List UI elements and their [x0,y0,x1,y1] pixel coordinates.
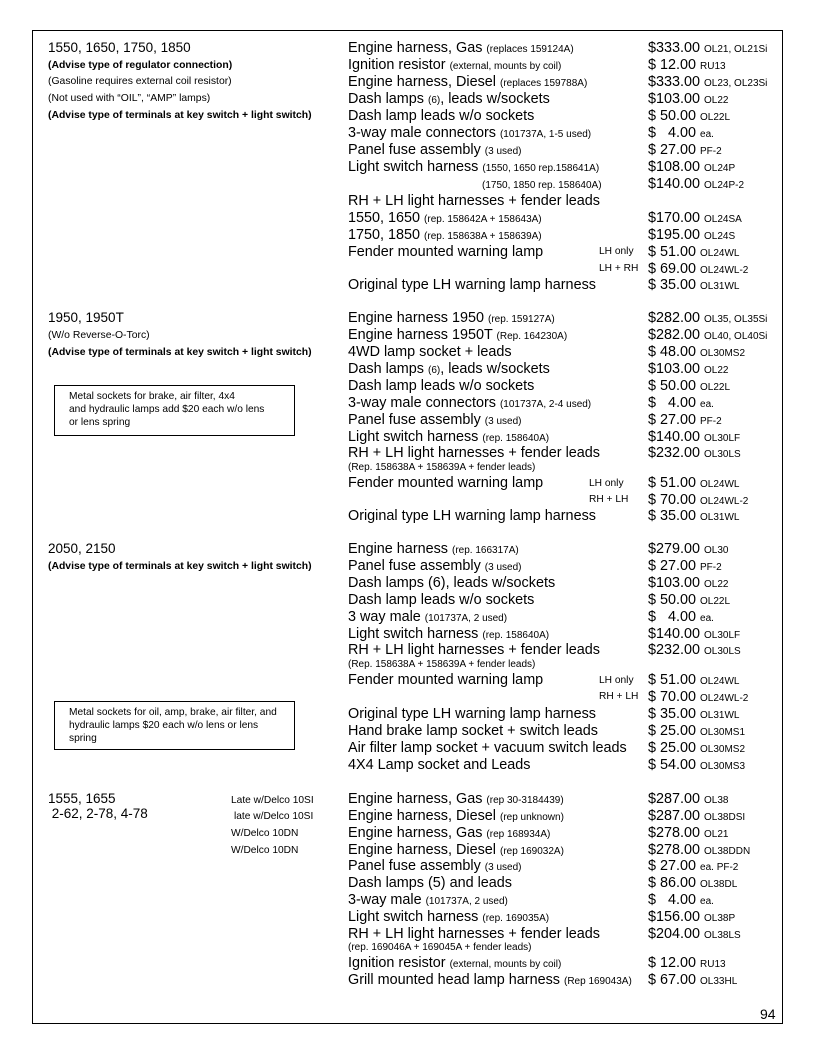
section-models: 2050, 2150 [48,541,116,556]
item-line: Engine harness, Gas (rep 168934A) [348,825,551,841]
item-line: Engine harness, Diesel (replaces 159788A) [348,74,588,90]
side-note: W/Delco 10DN [231,845,299,856]
item-line: RH + LH light harnesses + fender leads [348,193,600,209]
item-line: Air filter lamp socket + vacuum switch leads [348,740,627,756]
item-line: Engine harness (rep. 166317A) [348,541,519,557]
item-line: Ignition resistor (external, mounts by coil) [348,57,562,73]
item-price: $ 12.00 RU13 [648,955,726,971]
item-price: $156.00 OL38P [648,909,736,925]
item-price: $108.00 OL24P [648,159,736,175]
note-box: Metal sockets for oil, amp, brake, air filter, and hydraulic lamps $20 each w/o lens or lens spring [54,701,295,750]
item-line: RH + LH light harnesses + fender leads [348,926,600,942]
page-number: 94 [760,1006,776,1022]
item-price: $140.00 OL30LF [648,429,741,445]
section-models: 1550, 1650, 1750, 1850 [48,40,191,55]
item-line: RH + LH light harnesses + fender leads [348,445,600,461]
item-price: $ 51.00 OL24WL [648,475,740,491]
item-line: Original type LH warning lamp harness [348,277,596,293]
item-price: $232.00 OL30LS [648,445,741,461]
item-price: $ 25.00 OL30MS2 [648,740,746,756]
item-price: $ 67.00 OL33HL [648,972,738,988]
item-price: $ 35.00 OL31WL [648,706,740,722]
item-price: $ 25.00 OL30MS1 [648,723,746,739]
item-line: Panel fuse assembly (3 used) [348,142,522,158]
side-tag: LH only [599,246,634,257]
item-price: $ 70.00 OL24WL-2 [648,492,749,508]
item-price: $ 51.00 OL24WL [648,244,740,260]
item-line: 4X4 Lamp socket and Leads [348,757,531,773]
side-note: late w/Delco 10SI [234,811,314,822]
section-note: (Advise type of terminals at key switch + light switch) [48,561,312,572]
item-line: Engine harness 1950T (Rep. 164230A) [348,327,568,343]
item-line: Dash lamps (5) and leads [348,875,512,891]
item-subnote: (Rep. 158638A + 158639A + fender leads) [348,659,536,670]
item-line: Panel fuse assembly (3 used) [348,412,522,428]
item-line: Dash lamps (6), leads w/sockets [348,575,556,591]
side-tag: LH only [599,675,634,686]
section-note: (Advise type of regulator connection) [48,60,233,71]
section-models: 1950, 1950T [48,310,124,325]
item-line: Engine harness, Gas (replaces 159124A) [348,40,574,56]
item-price: $333.00 OL21, OL21Si [648,40,768,56]
item-price: $170.00 OL24SA [648,210,742,226]
side-note: W/Delco 10DN [231,828,299,839]
item-line: Dash lamps (6), leads w/sockets [348,361,550,377]
item-price: $278.00 OL38DDN [648,842,751,858]
item-price: $204.00 OL38LS [648,926,741,942]
item-line: Light switch harness (rep. 169035A) [348,909,550,925]
side-tag: LH + RH [599,263,639,274]
item-line: Engine harness 1950 (rep. 159127A) [348,310,555,326]
item-line: (1750, 1850 rep. 158640A) [482,180,602,191]
item-line: 3-way male (101737A, 2 used) [348,892,508,908]
item-price: $ 35.00 OL31WL [648,277,740,293]
item-subnote: (Rep. 158638A + 158639A + fender leads) [348,462,536,473]
item-price: $ 27.00 ea. PF-2 [648,858,739,874]
item-line: Dash lamp leads w/o sockets [348,592,535,608]
item-line: Engine harness, Diesel (rep unknown) [348,808,564,824]
item-line: Panel fuse assembly (3 used) [348,858,522,874]
item-price: $278.00 OL21 [648,825,729,841]
item-line: Dash lamps (6), leads w/sockets [348,91,550,107]
item-price: $ 4.00 ea. [648,609,714,625]
item-line: 3-way male connectors (101737A, 2-4 used) [348,395,592,411]
item-price: $279.00 OL30 [648,541,729,557]
item-price: $287.00 OL38DSI [648,808,746,824]
item-price: $195.00 OL24S [648,227,736,243]
item-line: Engine harness, Gas (rep 30-3184439) [348,791,564,807]
item-line: Fender mounted warning lamp [348,244,544,260]
item-line: Original type LH warning lamp harness [348,508,596,524]
item-price: $103.00 OL22 [648,91,729,107]
item-line: Grill mounted head lamp harness (Rep 169043A) [348,972,632,988]
item-price: $ 50.00 OL22L [648,108,731,124]
item-price: $ 27.00 PF-2 [648,412,722,428]
section-note: (Advise type of terminals at key switch + light switch) [48,347,312,358]
item-price: $140.00 OL30LF [648,626,741,642]
item-price: $ 4.00 ea. [648,395,714,411]
item-price: $ 50.00 OL22L [648,592,731,608]
item-price: $140.00 OL24P-2 [648,176,745,192]
section-note: (Not used with “OIL”, “AMP” lamps) [48,93,211,104]
item-price: $ 12.00 RU13 [648,57,726,73]
item-price: $282.00 OL35, OL35Si [648,310,768,326]
item-price: $ 4.00 ea. [648,125,714,141]
item-price: $282.00 OL40, OL40Si [648,327,768,343]
side-tag: RH + LH [589,494,629,505]
item-line: RH + LH light harnesses + fender leads [348,642,600,658]
item-line: Dash lamp leads w/o sockets [348,378,535,394]
item-line: 1550, 1650 (rep. 158642A + 158643A) [348,210,542,226]
item-price: $ 48.00 OL30MS2 [648,344,746,360]
item-price: $ 27.00 PF-2 [648,142,722,158]
section-models: 1555, 1655 [48,791,116,806]
note-box: Metal sockets for brake, air filter, 4x4 and hydraulic lamps add $20 each w/o lens or lens spring [54,385,295,436]
item-line: Fender mounted warning lamp [348,672,544,688]
item-price: $232.00 OL30LS [648,642,741,658]
item-price: $ 86.00 OL38DL [648,875,738,891]
item-line: Engine harness, Diesel (rep 169032A) [348,842,564,858]
section-note: (Gasoline requires external coil resistor) [48,76,232,87]
item-price: $ 4.00 ea. [648,892,714,908]
item-price: $ 54.00 OL30MS3 [648,757,746,773]
item-line: Original type LH warning lamp harness [348,706,596,722]
item-price: $ 35.00 OL31WL [648,508,740,524]
section-note: (Advise type of terminals at key switch + light switch) [48,110,312,121]
item-price: $ 50.00 OL22L [648,378,731,394]
item-price: $ 70.00 OL24WL-2 [648,689,749,705]
item-price: $287.00 OL38 [648,791,729,807]
item-line: 3 way male (101737A, 2 used) [348,609,508,625]
item-price: $103.00 OL22 [648,575,729,591]
item-line: Light switch harness (rep. 158640A) [348,429,550,445]
item-price: $ 69.00 OL24WL-2 [648,261,749,277]
item-line: Fender mounted warning lamp [348,475,544,491]
item-line: Hand brake lamp socket + switch leads [348,723,598,739]
item-line: 3-way male connectors (101737A, 1-5 used) [348,125,592,141]
item-line: Panel fuse assembly (3 used) [348,558,522,574]
item-price: $ 27.00 PF-2 [648,558,722,574]
item-subnote: (rep. 169046A + 169045A + fender leads) [348,942,532,953]
item-line: Light switch harness (rep. 158640A) [348,626,550,642]
section-note: (W/o Reverse-O-Torc) [48,330,150,341]
side-tag: RH + LH [599,691,639,702]
item-line: Dash lamp leads w/o sockets [348,108,535,124]
side-tag: LH only [589,478,624,489]
item-line: Light switch harness (1550, 1650 rep.158641A) [348,159,600,175]
item-price: $ 51.00 OL24WL [648,672,740,688]
item-line: 4WD lamp socket + leads [348,344,512,360]
section-models: 2-62, 2-78, 4-78 [48,806,148,821]
item-line: 1750, 1850 (rep. 158638A + 158639A) [348,227,542,243]
item-line: Ignition resistor (external, mounts by coil) [348,955,562,971]
side-note: Late w/Delco 10SI [231,795,314,806]
item-price: $103.00 OL22 [648,361,729,377]
item-price: $333.00 OL23, OL23Si [648,74,768,90]
